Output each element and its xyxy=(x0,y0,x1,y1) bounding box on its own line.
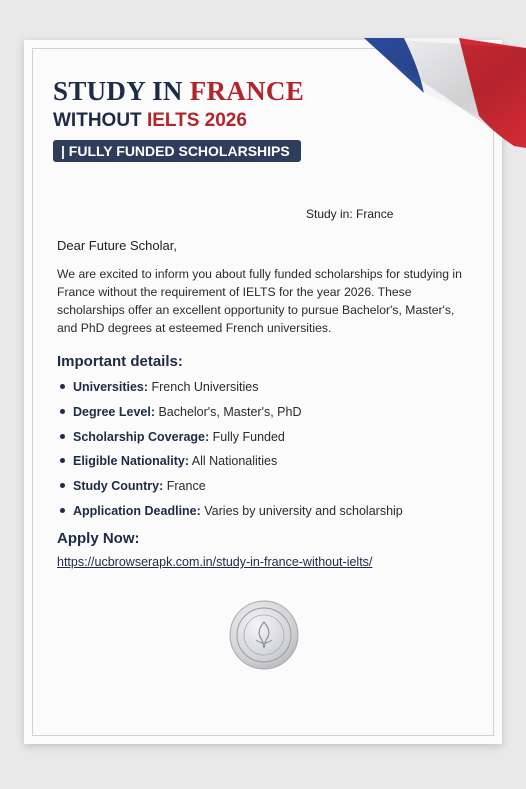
detail-label: Study Country: xyxy=(73,479,164,494)
details-heading: Important details: xyxy=(57,353,183,370)
detail-value: Bachelor's, Master's, PhD xyxy=(154,404,302,419)
detail-label: Universities: xyxy=(73,380,149,394)
scholarship-badge: | FULLY FUNDED SCHOLARSHIPS xyxy=(53,140,301,162)
detail-item-degree-level xyxy=(57,402,477,427)
subtitle-part1: WITHOUT xyxy=(53,110,147,131)
detail-label: Scholarship Coverage: xyxy=(73,429,210,444)
page-subtitle xyxy=(53,110,247,132)
apply-heading: Apply Now: xyxy=(57,530,140,547)
detail-item-country xyxy=(57,476,477,501)
detail-value: Varies by university and scholarship xyxy=(200,503,403,518)
detail-label: Application Deadline: xyxy=(73,503,201,518)
greeting: Dear Future Scholar, xyxy=(57,238,177,253)
subtitle-part2: IELTS 2026 xyxy=(146,110,247,131)
detail-label: Eligible Nationality: xyxy=(73,454,189,469)
details-list xyxy=(57,377,477,526)
intro-paragraph: We are excited to inform you about fully funded scholarships for studying in France without the requirement of IELTS for the year 2026. These scholarships offer an excellent opportunity to pursue Bachelor's, Master's, and PhD degrees at esteemed French universities. xyxy=(57,267,462,335)
france-flag-icon xyxy=(364,38,526,148)
study-in-text: Study in: France xyxy=(306,207,394,221)
page-title xyxy=(53,76,304,107)
detail-value: All Nationalities xyxy=(189,454,278,469)
title-part2: FRANCE xyxy=(189,76,305,106)
detail-label: Degree Level: xyxy=(73,404,155,419)
detail-value: Fully Funded xyxy=(209,429,285,444)
title-part1: STUDY IN xyxy=(53,76,190,106)
detail-item-nationality xyxy=(57,451,477,476)
detail-item-deadline xyxy=(57,501,477,526)
detail-item-coverage xyxy=(57,427,477,452)
apply-link[interactable]: https://ucbrowserapk.com.in/study-in-france-without-ielts/ xyxy=(57,555,373,569)
detail-value: France xyxy=(163,479,206,494)
seal-icon xyxy=(229,600,299,670)
detail-item-universities xyxy=(57,377,477,402)
detail-value: French Universities xyxy=(148,380,259,394)
